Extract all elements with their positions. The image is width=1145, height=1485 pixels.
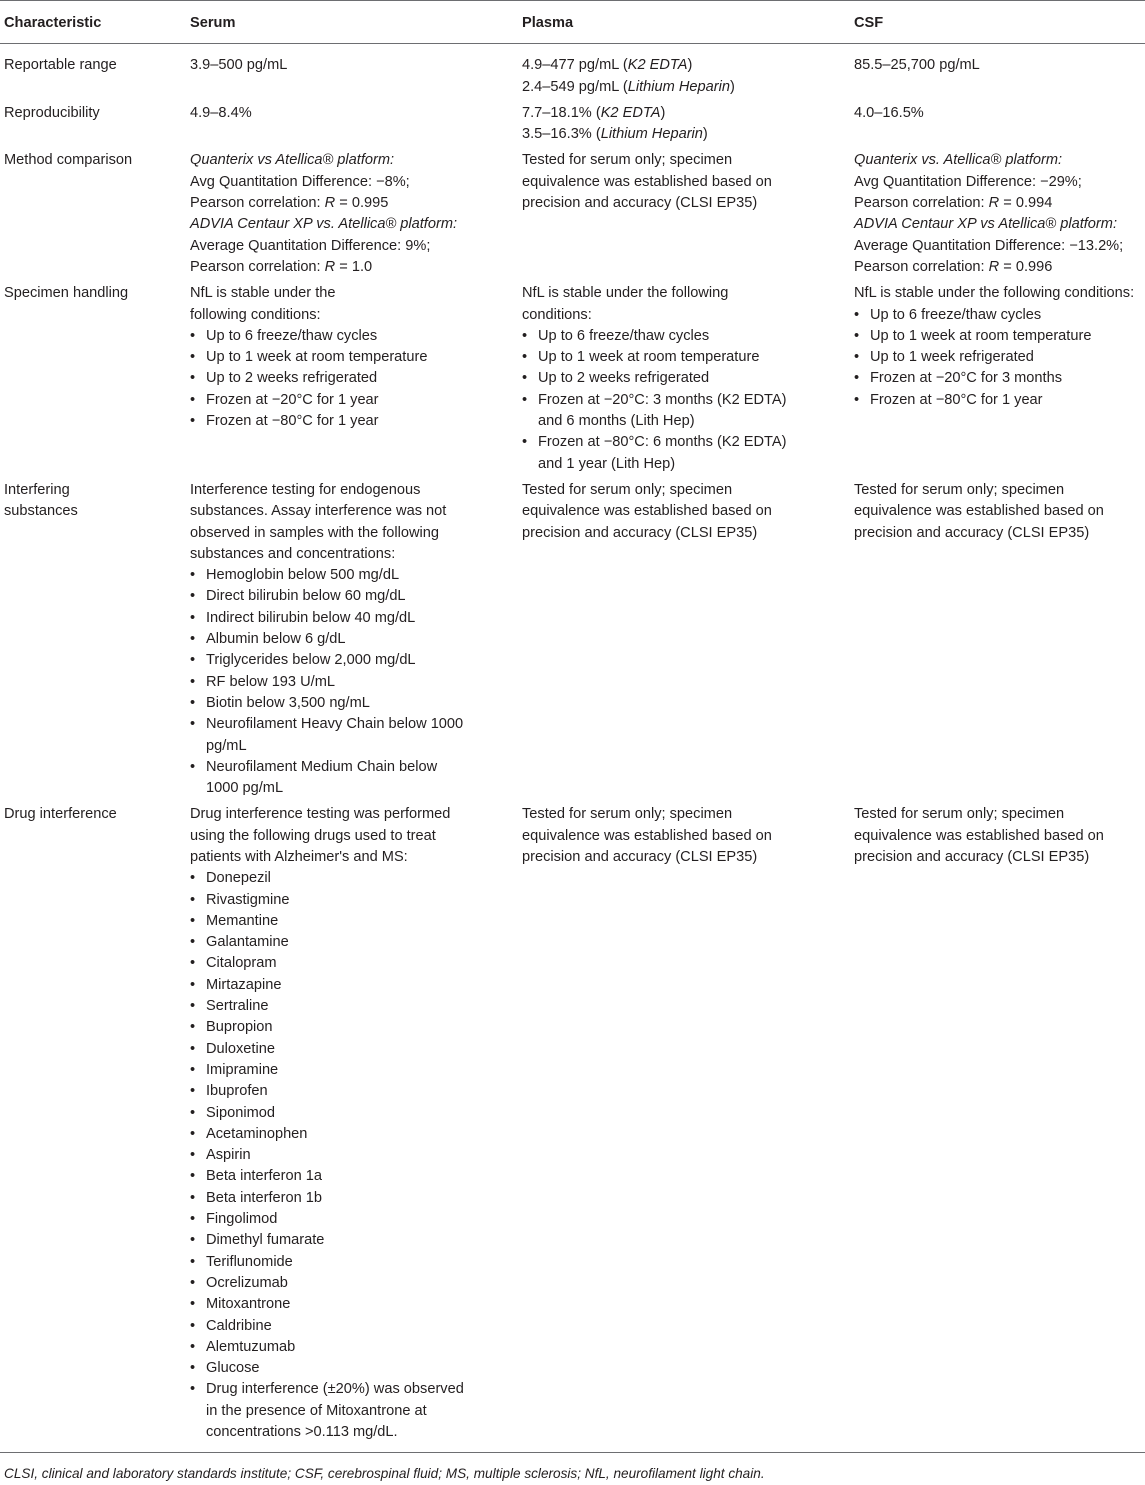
list-item: • Ibuprofen	[190, 1081, 518, 1102]
list-item: • Acetaminophen	[190, 1124, 518, 1145]
list-item: • Dimethyl fumarate	[190, 1230, 518, 1251]
bullet-list	[522, 326, 850, 475]
list-item: • Sertraline	[190, 996, 518, 1017]
header-plasma: Plasma	[518, 1, 850, 44]
cell-serum: 4.9–8.4%	[190, 104, 252, 121]
list-item: • Frozen at −20°C for 1 year	[190, 390, 518, 411]
list-item: • Glucose	[190, 1358, 518, 1379]
list-item: • Galantamine	[190, 932, 518, 953]
list-item: • Alemtuzumab	[190, 1337, 518, 1358]
cell-csf: Tested for serum only; specimen equivalence was established based on precision and accuracy (CLSI EP35)	[850, 799, 1145, 1452]
list-item: • Neurofilament Medium Chain below 1000 pg/mL	[190, 757, 518, 800]
cell-label: Interfering substances	[4, 481, 78, 520]
list-item: • Beta interferon 1a	[190, 1166, 518, 1187]
table-footnote: CLSI, clinical and laboratory standards institute; CSF, cerebrospinal fluid; MS, multiple sclerosis; NfL, neurofilament light chain.	[4, 1466, 765, 1481]
row-reportable-range	[0, 44, 1145, 98]
list-item: • Frozen at −80°C: 6 months (K2 EDTA) and 1 year (Lith Hep)	[522, 432, 850, 475]
cell-serum: Drug interference testing was performed using the following drugs used to treat patients with Alzheimer's and MS: • Donepezil • Rivastigmine • Memantine • Galantamine • Citalopram • Mirtazapine • Sertraline • Bupropion • Duloxetine • Imipramine • Ibuprofen • Siponimod • Acetaminophen • Aspirin • Beta interferon 1a • Beta interferon 1b • Fingolimod • Dimethyl fumarate • Teriflunomide • Ocrelizumab • Mitoxantrone • Caldribine • Alemtuzumab • Glucose • Drug interference (±20%) was observed in the presence of Mitoxantrone at concentrations >0.113 mg/dL.	[186, 799, 518, 1452]
text-line: Pearson correlation: R = 0.994	[854, 195, 1053, 212]
list-item: • Up to 1 week at room temperature	[190, 347, 518, 368]
cell-csf: Quanterix vs. Atellica® platform: Avg Quantitation Difference: −29%; Pearson correlation: R = 0.994 ADVIA Centaur XP vs Atellica® platform: Average Quantitation Difference: −13.2%; Pearson correlation: R = 0.996	[850, 145, 1145, 278]
text-line: 2.4–549 pg/mL (Lithium Heparin)	[522, 78, 735, 95]
list-item: • Up to 6 freeze/thaw cycles	[522, 326, 850, 347]
list-item: • Caldribine	[190, 1316, 518, 1337]
bullet-list	[190, 565, 518, 799]
list-item: • Neurofilament Heavy Chain below 1000 pg/mL	[190, 714, 518, 757]
list-item: • Mirtazapine	[190, 975, 518, 996]
cell-csf: Tested for serum only; specimen equivalence was established based on precision and accuracy (CLSI EP35)	[854, 481, 1104, 541]
cell-plasma	[518, 98, 850, 146]
cell-serum: NfL is stable under the following conditions: • Up to 6 freeze/thaw cycles • Up to 1 week at room temperature • Up to 2 weeks refrigerated • Frozen at −20°C for 1 year • Frozen at −80°C for 1 year	[186, 278, 518, 475]
cell-label: Drug interference	[0, 799, 186, 1452]
list-item: • Up to 6 freeze/thaw cycles	[854, 305, 1145, 326]
row-specimen-handling	[0, 278, 1145, 475]
header-serum: Serum	[186, 1, 518, 44]
cell-csf: 4.0–16.5%	[854, 104, 924, 121]
list-item: • Bupropion	[190, 1017, 518, 1038]
bullet-list	[854, 305, 1145, 411]
text-line: 7.7–18.1% (K2 EDTA)	[522, 104, 666, 121]
list-item: • Up to 6 freeze/thaw cycles	[190, 326, 518, 347]
list-item: • Up to 1 week at room temperature	[522, 347, 850, 368]
list-item: • Mitoxantrone	[190, 1294, 518, 1315]
list-item: • Siponimod	[190, 1103, 518, 1124]
list-item: • Biotin below 3,500 ng/mL	[190, 693, 518, 714]
list-item: • Albumin below 6 g/dL	[190, 629, 518, 650]
list-item: • Citalopram	[190, 953, 518, 974]
row-drug-interference	[0, 799, 1145, 1452]
list-item: • Frozen at −80°C for 1 year	[854, 390, 1145, 411]
list-item: • Triglycerides below 2,000 mg/dL	[190, 650, 518, 671]
cell-csf: NfL is stable under the following conditions: • Up to 6 freeze/thaw cycles • Up to 1 week at room temperature • Up to 1 week refrigerated • Frozen at −20°C for 3 months • Frozen at −80°C for 1 year	[850, 278, 1145, 475]
cell-plasma: Tested for serum only; specimen equivalence was established based on precision and accuracy (CLSI EP35)	[522, 481, 772, 541]
cell-label: Reproducibility	[4, 104, 100, 121]
cell-label: Reportable range	[4, 57, 117, 74]
list-item: • Teriflunomide	[190, 1252, 518, 1273]
list-item: • Direct bilirubin below 60 mg/dL	[190, 586, 518, 607]
list-item: • Frozen at −20°C: 3 months (K2 EDTA) and 6 months (Lith Hep)	[522, 390, 850, 433]
list-item: • Donepezil	[190, 868, 518, 889]
list-item: • Drug interference (±20%) was observed in the presence of Mitoxantrone at concentrations >0.113 mg/dL.	[190, 1379, 518, 1443]
list-item: • Duloxetine	[190, 1039, 518, 1060]
cell-serum: Interference testing for endogenous substances. Assay interference was not observed in samples with the following substances and concentrations: • Hemoglobin below 500 mg/dL • Direct bilirubin below 60 mg/dL • Indirect bilirubin below 40 mg/dL • Albumin below 6 g/dL • Triglycerides below 2,000 mg/dL • RF below 193 U/mL • Biotin below 3,500 ng/mL • Neurofilament Heavy Chain below 1000 pg/mL • Neurofilament Medium Chain below 1000 pg/mL	[186, 475, 518, 799]
cell-serum: Quanterix vs Atellica® platform: Avg Quantitation Difference: −8%; Pearson correlation: R = 0.995 ADVIA Centaur XP vs. Atellica® platform: Average Quantitation Difference: 9%; Pearson correlation: R = 1.0	[186, 145, 518, 278]
header-csf: CSF	[850, 1, 1145, 44]
text-line: Pearson correlation: R = 1.0	[190, 258, 373, 275]
list-item: • Up to 2 weeks refrigerated	[190, 368, 518, 389]
text-line: 3.5–16.3% (Lithium Heparin)	[522, 126, 708, 143]
cell-csf: 85.5–25,700 pg/mL	[854, 57, 980, 74]
row-interfering-substances	[0, 475, 1145, 799]
list-item: • Hemoglobin below 500 mg/dL	[190, 565, 518, 586]
text-line: 4.9–477 pg/mL (K2 EDTA)	[522, 57, 693, 74]
list-item: • Ocrelizumab	[190, 1273, 518, 1294]
row-method-comparison	[0, 145, 1145, 278]
cell-plasma	[518, 44, 850, 98]
drug-list	[190, 868, 518, 1443]
header-row	[0, 1, 1145, 44]
list-item: • Fingolimod	[190, 1209, 518, 1230]
list-item: • Rivastigmine	[190, 890, 518, 911]
list-item: • Memantine	[190, 911, 518, 932]
list-item: • Aspirin	[190, 1145, 518, 1166]
cell-plasma: NfL is stable under the following conditions: • Up to 6 freeze/thaw cycles • Up to 1 week at room temperature • Up to 2 weeks refrigerated • Frozen at −20°C: 3 months (K2 EDTA) and 6 months (Lith Hep) • Frozen at −80°C: 6 months (K2 EDTA) and 1 year (Lith Hep)	[518, 278, 850, 475]
list-item: • Up to 1 week refrigerated	[854, 347, 1145, 368]
header-characteristic: Characteristic	[0, 1, 186, 44]
cell-label: Method comparison	[4, 152, 133, 169]
list-item: • Up to 2 weeks refrigerated	[522, 368, 850, 389]
list-item: • Beta interferon 1b	[190, 1188, 518, 1209]
cell-plasma: Tested for serum only; specimen equivalence was established based on precision and accuracy (CLSI EP35)	[522, 152, 772, 212]
text-line: Pearson correlation: R = 0.995	[190, 195, 389, 212]
cell-label: Specimen handling	[4, 285, 129, 302]
list-item: • Up to 1 week at room temperature	[854, 326, 1145, 347]
row-reproducibility	[0, 98, 1145, 146]
bullet-list	[190, 326, 518, 432]
list-item: • Imipramine	[190, 1060, 518, 1081]
list-item: • RF below 193 U/mL	[190, 672, 518, 693]
list-item: • Indirect bilirubin below 40 mg/dL	[190, 608, 518, 629]
cell-serum: 3.9–500 pg/mL	[190, 57, 288, 74]
list-item: • Frozen at −20°C for 3 months	[854, 368, 1145, 389]
text-line: Pearson correlation: R = 0.996	[854, 258, 1053, 275]
list-item: • Frozen at −80°C for 1 year	[190, 411, 518, 432]
cell-plasma: Tested for serum only; specimen equivalence was established based on precision and accuracy (CLSI EP35)	[518, 799, 850, 1452]
